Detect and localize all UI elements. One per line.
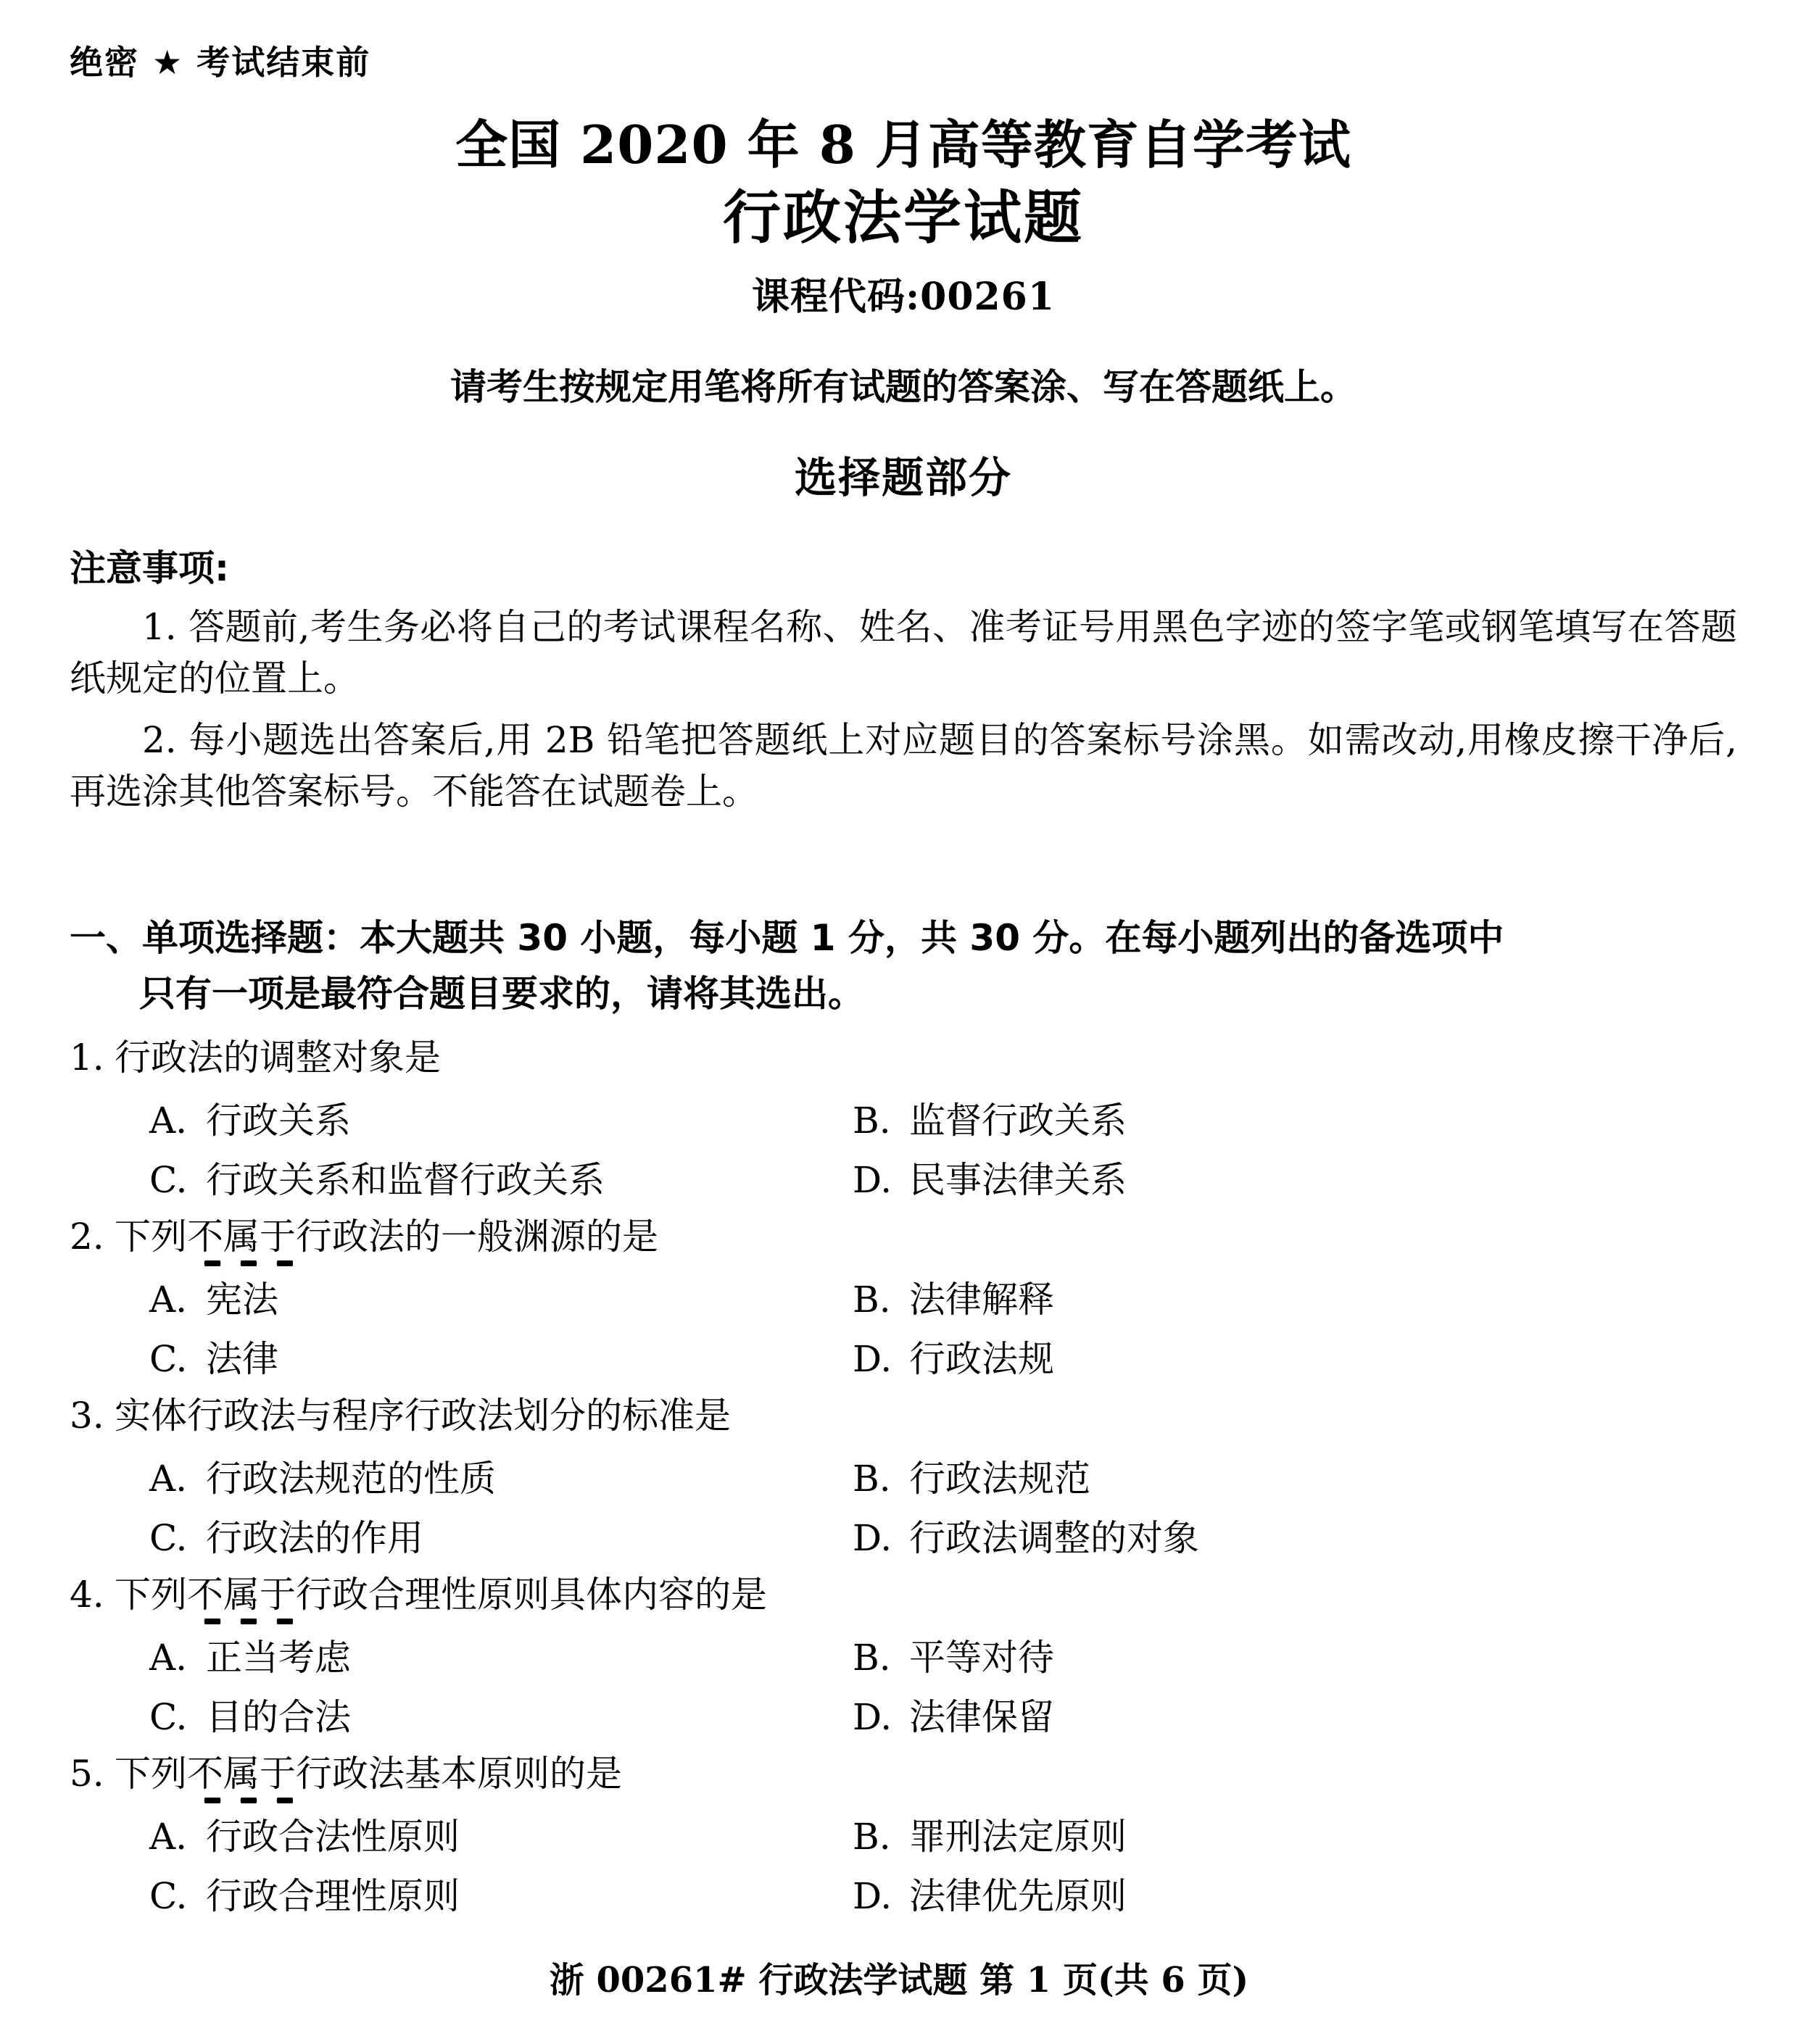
option-row (70, 1815, 1737, 1858)
option-b[interactable] (845, 1636, 1054, 1679)
note-item: 1. 答题前,考生务必将自己的考试课程名称、姓名、准考证号用黑色字迹的签字笔或钢笔填写在答题纸规定的位置上。 (70, 605, 1737, 699)
question-number: 5. (70, 1752, 104, 1795)
option-a-label: A. (149, 1636, 188, 1679)
question-number: 2. (70, 1215, 104, 1258)
option-c-text: 行政关系和监督行政关系 (206, 1158, 605, 1201)
option-d-text: 法律优先原则 (909, 1874, 1127, 1917)
option-group (70, 1636, 1737, 1739)
question-item (70, 1033, 1737, 1202)
option-d-text: 法律保留 (909, 1695, 1054, 1738)
option-b[interactable] (845, 1815, 1127, 1858)
option-d-label: D. (853, 1874, 892, 1917)
question-stem (70, 1033, 1737, 1083)
option-b-text: 平等对待 (909, 1636, 1054, 1679)
option-b-text: 监督行政关系 (909, 1099, 1127, 1142)
option-b-text: 罪刑法定原则 (909, 1815, 1127, 1858)
option-row (70, 1099, 1737, 1142)
question-item (70, 1749, 1737, 1918)
option-a-text: 正当考虑 (206, 1636, 351, 1679)
option-a-text: 行政合法性原则 (206, 1815, 460, 1858)
course-code: 课程代码:00261 (751, 274, 1056, 319)
option-row (70, 1278, 1737, 1321)
option-a-text: 行政关系 (206, 1099, 351, 1142)
question-stem (70, 1391, 1737, 1441)
section-heading-line2: 只有一项是最符合题目要求的，请将其选出。 (139, 973, 864, 1015)
option-row (70, 1695, 1737, 1739)
option-c[interactable] (70, 1158, 845, 1202)
question-item (70, 1391, 1737, 1560)
option-b-label: B. (853, 1815, 891, 1858)
exam-main-title: 全国 2020 年 8 月高等教育自学考试 (455, 114, 1351, 175)
page-footer: 浙 00261# 行政法学试题 第 1 页(共 6 页) (549, 1960, 1249, 2001)
option-d[interactable] (845, 1337, 1054, 1381)
option-c-text: 行政合理性原则 (206, 1874, 460, 1917)
option-c-text: 法律 (206, 1337, 278, 1380)
option-c[interactable] (70, 1337, 845, 1381)
question-stem (70, 1212, 1737, 1262)
option-row (70, 1636, 1737, 1679)
question-stem (70, 1570, 1737, 1620)
option-a-text: 宪法 (206, 1278, 278, 1321)
option-d-text: 行政法规 (909, 1337, 1054, 1380)
option-a[interactable] (70, 1815, 845, 1858)
option-d[interactable] (845, 1874, 1127, 1918)
option-a-label: A. (149, 1815, 188, 1858)
option-b-label: B. (853, 1278, 891, 1321)
section-heading-line1: 一、单项选择题：本大题共 30 小题，每小题 1 分，共 30 分。在每小题列出的备选项中 (70, 916, 1504, 959)
question-stem (70, 1749, 1737, 1799)
question-number: 4. (70, 1573, 104, 1616)
question-stem-pre: 下列 (115, 1215, 187, 1258)
page-content (70, 0, 1737, 1918)
option-d-text: 行政法调整的对象 (909, 1516, 1199, 1559)
option-c-label: C. (149, 1337, 188, 1380)
option-b-text: 行政法规范 (909, 1457, 1090, 1500)
option-c-label: C. (149, 1695, 188, 1738)
option-a[interactable] (70, 1278, 845, 1321)
option-c-text: 行政法的作用 (206, 1516, 423, 1559)
option-a-label: A. (149, 1278, 188, 1321)
option-c-label: C. (149, 1874, 188, 1917)
option-d[interactable] (845, 1695, 1054, 1739)
option-row (70, 1158, 1737, 1202)
question-stem-post: 行政合理性原则具体内容的是 (296, 1573, 767, 1616)
part-heading: 选择题部分 (794, 452, 1012, 502)
question-stem-emphasis: 不属于 (187, 1215, 296, 1258)
note-item: 2. 每小题选出答案后,用 2B 铅笔把答题纸上对应题目的答案标号涂黑。如需改动,用橡皮擦干净后,再选涂其他答案标号。不能答在试题卷上。 (70, 718, 1737, 813)
notes-section (70, 539, 1737, 818)
question-item (70, 1570, 1737, 1739)
option-c-text: 目的合法 (206, 1695, 351, 1738)
option-group (70, 1099, 1737, 1202)
question-stem-pre: 下列 (115, 1752, 187, 1795)
option-d-label: D. (853, 1695, 892, 1738)
option-b-label: B. (853, 1636, 891, 1679)
option-a[interactable] (70, 1099, 845, 1142)
option-d-label: D. (853, 1337, 892, 1380)
title-block (70, 115, 1737, 320)
exam-subject-title: 行政法学试题 (723, 183, 1084, 252)
option-d-text: 民事法律关系 (909, 1158, 1127, 1201)
option-a-label: A. (149, 1099, 188, 1142)
question-number: 3. (70, 1394, 104, 1437)
option-c[interactable] (70, 1695, 845, 1739)
option-b[interactable] (845, 1457, 1090, 1500)
notes-title: 注意事项: (70, 547, 229, 589)
question-stem-post: 行政法基本原则的是 (296, 1752, 622, 1795)
question-stem-emphasis: 不属于 (187, 1752, 296, 1795)
option-a-text: 行政法规范的性质 (206, 1457, 496, 1500)
option-d[interactable] (845, 1158, 1127, 1202)
option-c-label: C. (149, 1516, 188, 1559)
question-list (70, 1033, 1737, 1918)
option-d-label: D. (853, 1158, 892, 1201)
option-b-label: B. (853, 1457, 891, 1500)
option-row (70, 1516, 1737, 1560)
section-heading (70, 910, 1737, 1023)
option-a-label: A. (149, 1457, 188, 1500)
question-stem-emphasis: 不属于 (187, 1573, 296, 1616)
exam-instruction: 请考生按规定用笔将所有试题的答案涂、写在答题纸上。 (450, 365, 1356, 408)
option-group (70, 1278, 1737, 1381)
option-b[interactable] (845, 1278, 1054, 1321)
option-row (70, 1874, 1737, 1918)
option-group (70, 1815, 1737, 1918)
option-c[interactable] (70, 1874, 845, 1918)
option-row (70, 1337, 1737, 1381)
option-a[interactable] (70, 1636, 845, 1679)
option-b-label: B. (853, 1099, 891, 1142)
question-stem-post: 行政法的一般渊源的是 (296, 1215, 658, 1258)
option-b-text: 法律解释 (909, 1278, 1054, 1321)
option-a[interactable] (70, 1457, 845, 1500)
question-stem-pre: 行政法的调整对象是 (115, 1036, 441, 1079)
question-stem-pre: 实体行政法与程序行政法划分的标准是 (115, 1394, 731, 1437)
question-item (70, 1212, 1737, 1381)
secrecy-notice: 绝密 ★ 考试结束前 (70, 43, 371, 82)
question-number: 1. (70, 1036, 104, 1079)
option-c[interactable] (70, 1516, 845, 1560)
option-c-label: C. (149, 1158, 188, 1201)
option-row (70, 1457, 1737, 1500)
option-b[interactable] (845, 1099, 1127, 1142)
option-d-label: D. (853, 1516, 892, 1559)
option-group (70, 1457, 1737, 1560)
question-stem-pre: 下列 (115, 1573, 187, 1616)
option-d[interactable] (845, 1516, 1199, 1560)
